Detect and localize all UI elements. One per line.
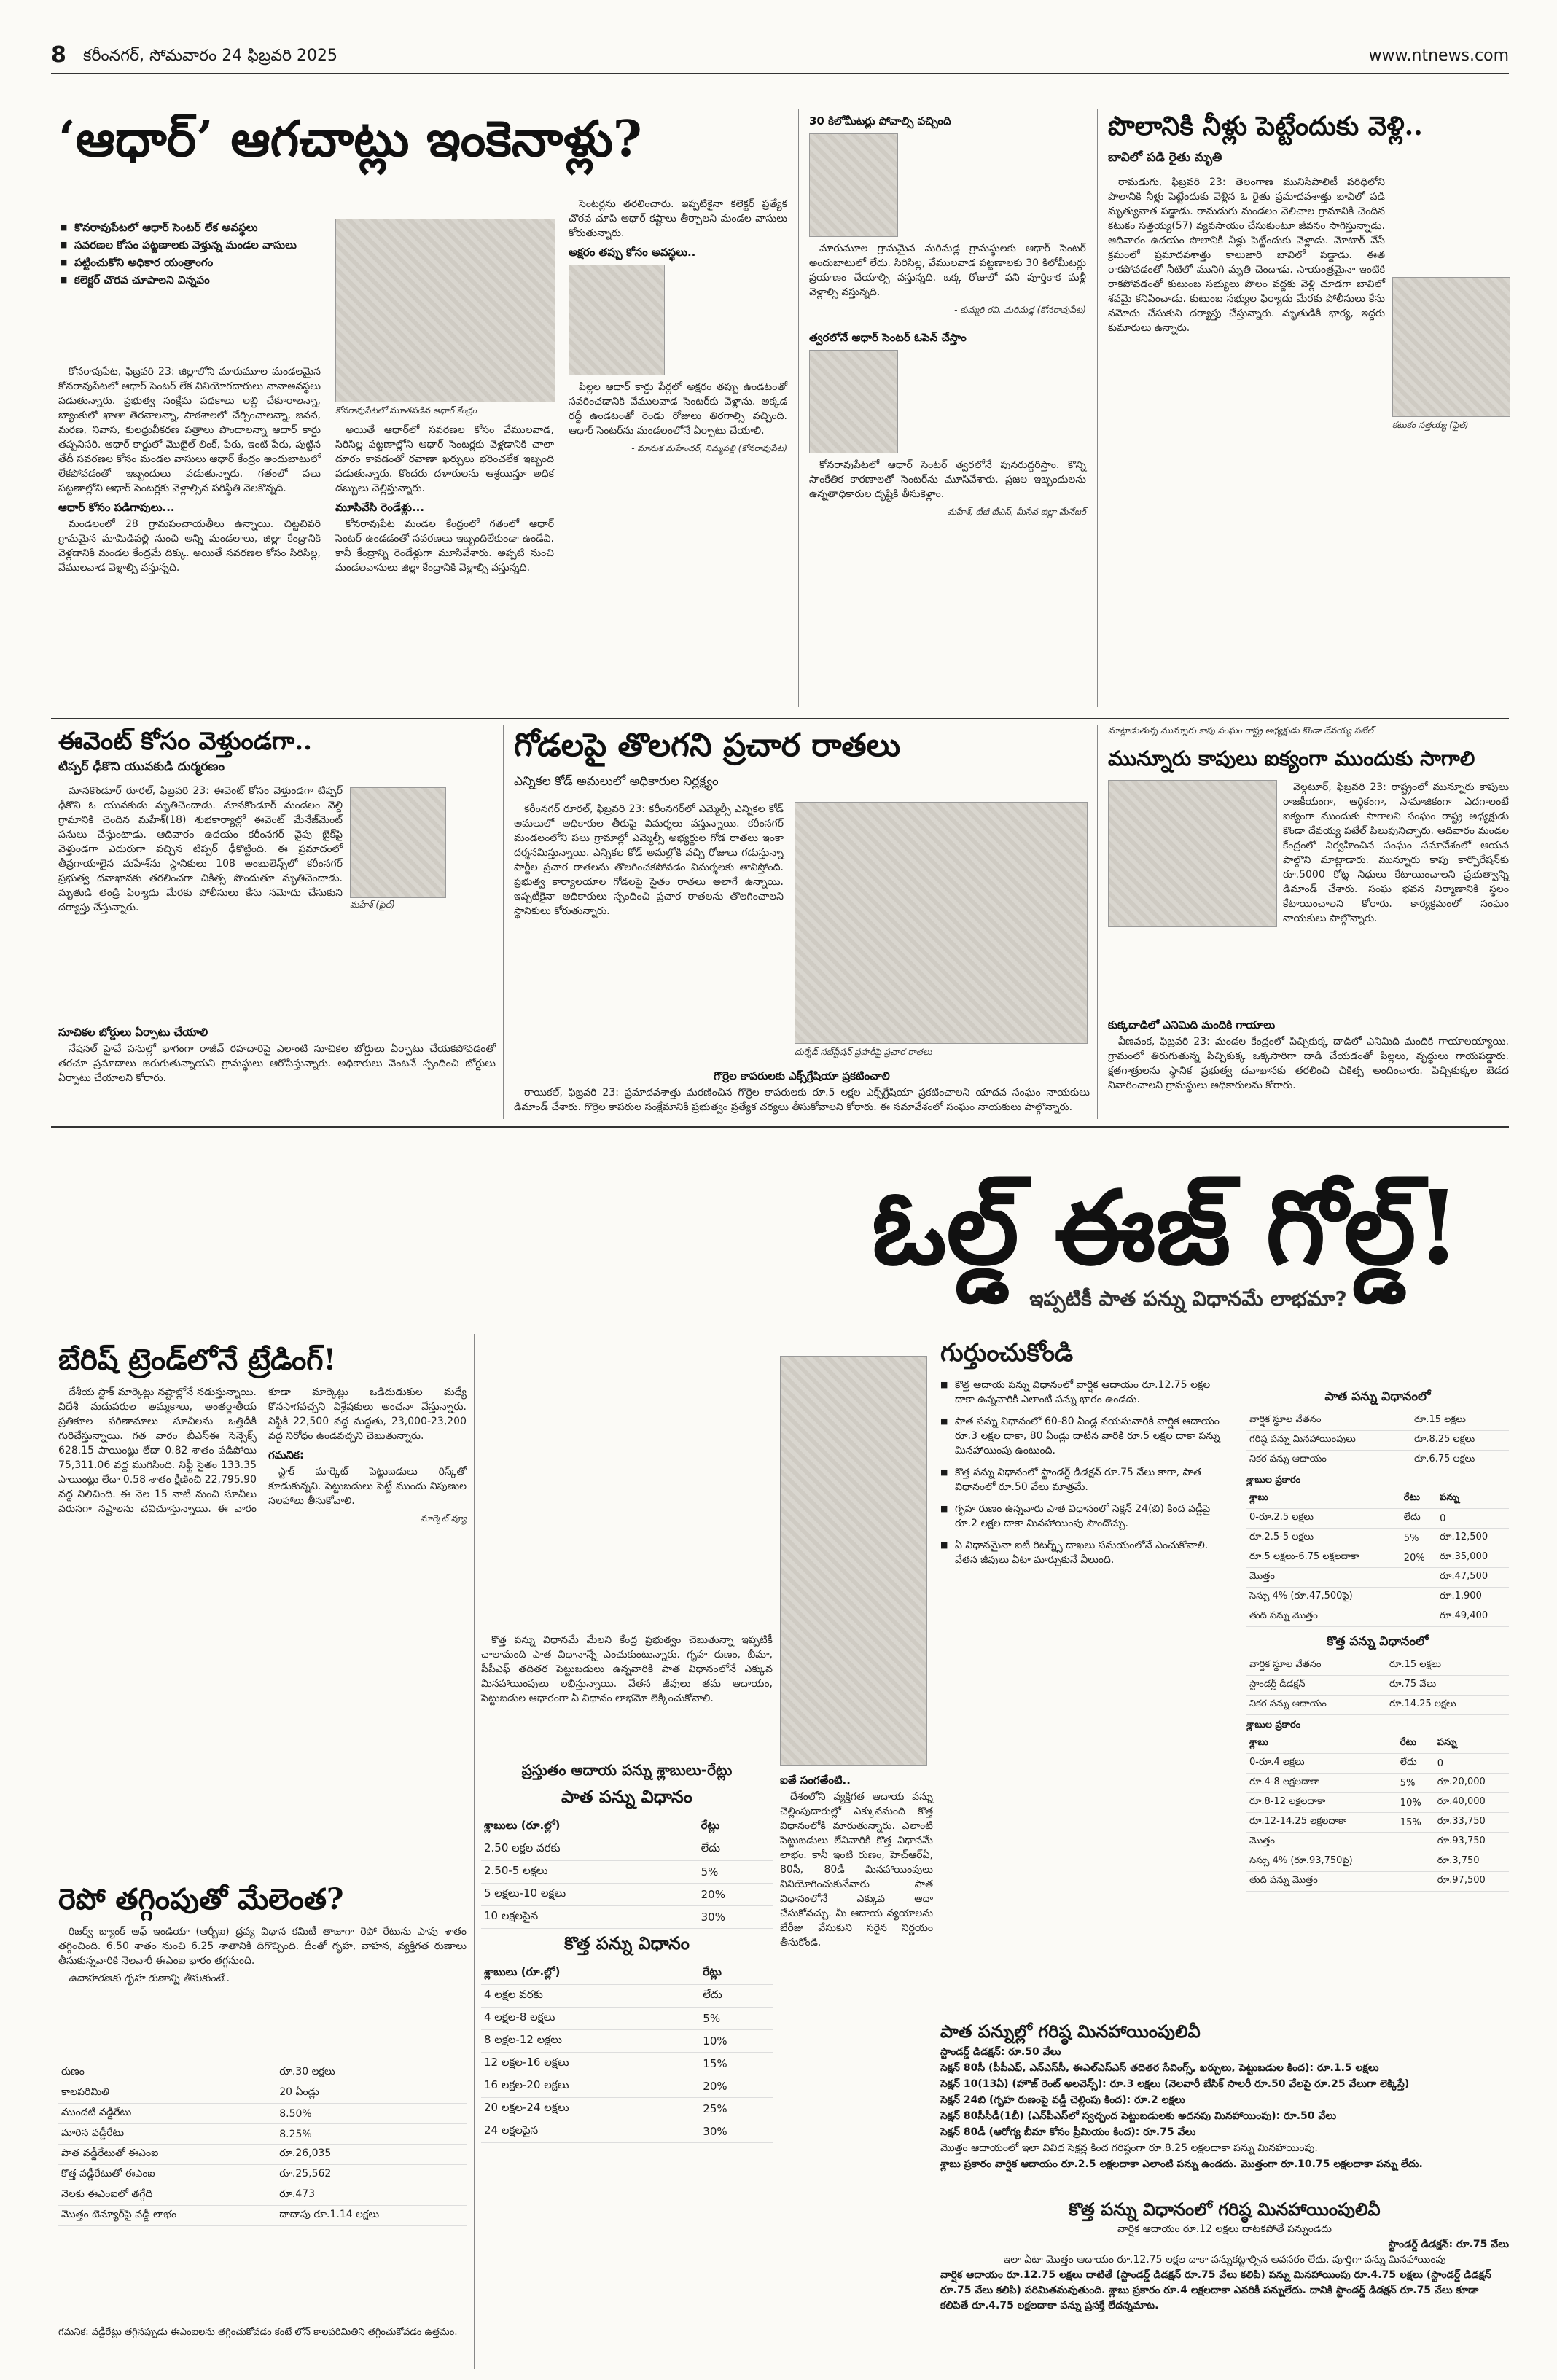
paragraph: నేషనల్ హైవే పనుల్లో భాగంగా రాజీవ్ రహదారిపై ఎలాంటి సూచికల బోర్డులు ఏర్పాటు చేయకపోవడంతో తరచూ ప్రమాదాలు జరుగుతున్నాయని గ్రామస్థులు ఆరోపిస్తున్నారు. అధికారులు వెంటనే స్పందించి బోర్డులు ఏర్పాటు చేయాలని కోరారు.	[58, 1043, 496, 1084]
munnuru-body	[1283, 780, 1509, 929]
cell: రూ.473	[276, 2185, 467, 2206]
table-row	[481, 1884, 773, 1906]
table-row	[481, 2075, 773, 2098]
photo-caption: కటుకం సత్తయ్య (ఫైల్)	[1392, 420, 1469, 430]
event-subhead: టిప్పర్ ఢీకొని యువకుడి దుర్మరణం	[58, 760, 225, 774]
cell: 20 లక్షల-24 లక్షలు	[481, 2098, 700, 2120]
cell: రూ.3,750	[1435, 1852, 1509, 1872]
godala-body	[514, 802, 784, 921]
paragraph: అయితే ఆధార్‌లో సవరణల కోసం వేములవాడ, సిరిసిల్ల పట్టణాల్లోని ఆధార్ సెంటర్లకు వెళ్లడానికి చాలా దూరం కావడంతో రవాణా ఖర్చులు భరించలేక ఇబ్బంది పడుతున్నారు. కొందరు దళారులను ఆశ్రయిస్తూ అధిక డబ్బులు చెల్లిస్తున్నారు.	[335, 424, 554, 494]
table-row	[1246, 1754, 1509, 1774]
table-row	[1246, 1568, 1509, 1588]
cell: దాదాపు రూ.1.14 లక్షలు	[276, 2206, 467, 2226]
cell: రూ.40,000	[1435, 1793, 1509, 1813]
table-row	[1246, 1656, 1509, 1676]
person-photo	[809, 133, 898, 237]
paragraph: పిల్లల ఆధార్ కార్డు పేర్లలో అక్షరం తప్పు ఉండటంతో సవరించడానికి వేములవాడ సెంటర్‌కు వెళ్లాను. అక్కడ రద్దీ ఉండటంతో రెండు రోజులు తిరగాల్సి వచ్చింది. ఆధార్ సెంటర్‌ను మండలంలోనే ఏర్పాటు చేయాలి.	[569, 381, 787, 437]
munnuru-body-2	[1108, 1013, 1509, 1096]
cell: తుది పన్ను మొత్తం	[1246, 1872, 1397, 1892]
middle-col-2	[780, 1356, 933, 1953]
paragraph: కోనరావుపేట, ఫిబ్రవరి 23: జిల్లాలోని మారుమూల మండలమైన కోనరావుపేటలో ఆధార్ సెంటర్ లేక వినియోగదారులు నానాఅవస్థలు పడుతున్నారు. ప్రభుత్వ సంక్షేమ పథకాలు లబ్ధి చేకూరాలన్నా, బ్యాంకులో ఖాతా తెరవాలన్నా, పాఠశాలలో చేర్పించాలన్నా, జనన, మరణ, నివాస, కులధ్రువీకరణ పత్రాలు పొందాలన్నా ఆధార్ కార్డు తప్పనిసరి. ఆధార్ కార్డులో మొబైల్ లింక్, పేరు, ఇంటి పేరు, పుట్టిన తేదీ సవరణల కోసం మండల వాసులు ఆధార్ కేంద్రం అందుబాటులో లేకపోవడంతో ఇబ్బందులు పడుతున్నారు. గతంలో పలు పట్టణాల్లోని ఆధార్ సెంటర్లకు వెళ్లాల్సిన పరిస్థితి నెలకొన్నది.	[58, 366, 321, 494]
oldgold-subhead: ఇప్పటికీ పాత పన్ను విధానమే లాభమా?	[1029, 1287, 1347, 1311]
cell: 25%	[700, 2098, 773, 2120]
cell: రూ.26,035	[276, 2145, 467, 2165]
cell: రుణం	[58, 2063, 276, 2083]
cell: రూ.1,900	[1437, 1588, 1509, 1607]
cell: లేదు	[1401, 1509, 1437, 1529]
site-url[interactable]: www.ntnews.com	[1368, 47, 1509, 65]
subhead: ఆధార్ కోసం పడిగాపులు...	[58, 501, 175, 514]
subhead: గొర్రెల కాపరులకు ఎక్స్‌గ్రేషియా ప్రకటించాలి	[714, 1069, 890, 1082]
paragraph: స్టాక్ మార్కెట్ పెట్టుబడులు రిస్క్‌తో కూడుకున్నవి. పెట్టుబడులు పెట్టే ముందు నిపుణుల సలహాలు తీసుకోవాలి.	[268, 1466, 467, 1507]
reminder-item: ■ కొత్త పన్ను విధానంలో స్టాండర్డ్ డిడక్షన్ రూ.75 వేలు కాగా, పాత విధానంలో రూ.50 వేలు మాత్రమే.	[955, 1465, 1232, 1494]
old-example-info	[1246, 1411, 1509, 1470]
deduction-line: సెక్షన్ 24బి (గృహ రుణంపై వడ్డీ చెల్లింపు కింద): రూ.2 లక్షలు	[940, 2094, 1185, 2106]
cell: రేటు	[1397, 1734, 1435, 1754]
cell: శ్లాబు	[1246, 1489, 1401, 1509]
photo-caption: మహేశ్ (ఫైల్)	[350, 900, 395, 910]
aadhar-quotes	[809, 109, 1086, 519]
paragraph: రిజర్వ్ బ్యాంక్ ఆఫ్ ఇండియా (ఆర్బీఐ) ద్రవ్య విధాన కమిటీ తాజాగా రెపో రేటును పావు శాతం తగ్గించింది. 6.50 శాతం నుంచి 6.25 శాతానికి దిగొచ్చింది. దీంతో గృహ, వాహన, వ్యక్తిగత రుణాలు తీసుకున్నవారికి నెలవారీ ఈఎంఐ భారం తగ్గనుంది.	[58, 1926, 467, 1967]
cell: 5%	[698, 1861, 773, 1884]
deduction-line: శ్లాబు ప్రకారం వార్షిక ఆదాయం రూ.2.5 లక్షలదాకా ఎలాంటి పన్ను ఉండదు. మొత్తంగా రూ.10.75 లక్షలదాకా పన్ను లేదు.	[940, 2158, 1423, 2170]
slab-tables	[481, 1757, 773, 2143]
leader-photo	[1108, 780, 1277, 927]
person-photo	[809, 350, 898, 453]
paragraph: రాయికల్, ఫిబ్రవరి 23: ప్రమాదవశాత్తు మరణించిన గొర్రెల కాపరులకు రూ.5 లక్షల ఎక్స్‌గ్రేషియా ప్రకటించాలని యాదవ సంఘం నాయకులు డిమాండ్ చేశారు. గొర్రెల కాపరుల సంక్షేమానికి ప్రభుత్వం ప్రత్యేక చర్యలు తీసుకోవాలని కోరారు. ఈ సమావేశంలో సంఘం నాయకులు పాల్గొన్నారు.	[514, 1087, 1090, 1113]
table-row	[1246, 1872, 1509, 1892]
table-row	[1246, 1852, 1509, 1872]
byline: - మహేశ్, టీజీ టీఎస్, మీసేవ జిల్లా మేనేజర్	[941, 507, 1086, 517]
photo-caption: కోనరావుపేటలో మూతపడిన ఆధార్ కేంద్రం	[335, 405, 477, 415]
cell: రూ.4-8 లక్షలదాకా	[1246, 1774, 1397, 1793]
byline: మార్కెట్ వ్యూ	[420, 1513, 467, 1523]
table-row	[481, 1861, 773, 1884]
aadhar-bullets	[58, 219, 315, 289]
deduction-line: వార్షిక ఆదాయం రూ.12.75 లక్షలు దాటితే (స్టాండర్డ్ డిడక్షన్ రూ.75 వేలు కలిపి) పన్ను మినహాయింపు రూ.4.75 లక్షలు (స్టాండర్డ్ డిడక్షన్ రూ.75 వేలు కలిపి) పరిమితమవుతుంది. శ్లాబు ప్రకారం రూ.4 లక్షలదాకా ఎవరికీ పన్నులేదు. దానికి స్టాండర్డ్ డిడక్షన్ రూ.75 వేలు కూడా కలిపితే రూ.4.75 లక్షలదాకా పన్ను ప్రసక్తే లేదన్నమాట.	[940, 2269, 1491, 2311]
cell: మొత్తం	[1246, 1833, 1397, 1852]
cell: రూ.47,500	[1437, 1568, 1509, 1588]
cell: 5 లక్షలు-10 లక్షలు	[481, 1884, 698, 1906]
table-row	[481, 2053, 773, 2075]
cell: మారిన వడ్డీరేటు	[58, 2124, 276, 2145]
cell: స్టాండర్డ్ డిడక్షన్	[1246, 1676, 1386, 1696]
quote-title: 30 కిలోమీటర్లు పోవాల్సి వచ్చింది	[809, 114, 951, 128]
table-row	[1246, 1411, 1509, 1431]
paragraph: రామడుగు, ఫిబ్రవరి 23: తెలంగాణ మునిసిపాలిటీ పరిధిలోని పొలానికి నీళ్లు పెట్టేందుకు వెళ్లిన ఓ రైతు ప్రమాదవశాత్తు బావిలో పడి మృత్యువాత పడ్డాడు. రామడుగు మండలం వెలిచాల గ్రామానికి చెందిన కటుకం సత్తయ్య(57) వ్యవసాయం చేసుకుంటూ జీవనం సాగిస్తున్నాడు. ఆదివారం ఉదయం పొలానికి నీళ్లు పెట్టేందుకు వెళ్లాడు. మోటార్ వేసే క్రమంలో ప్రమాదవశాత్తు కాలుజారి బావిలో పడ్డాడు. ఈత రాకపోవడంతో నీటిలో మునిగి మృతి చెందాడు. సాయంత్రమైనా ఇంటికి రాకపోవడంతో కుటుంబ సభ్యులు పొలం వద్దకు వెళ్లి చూడగా బావిలో శవమై కనిపించాడు. కుటుంబ సభ్యుల ఫిర్యాదు మేరకు పోలీసులు కేసు నమోదు చేసుకుని దర్యాప్తు చేస్తున్నారు. మృతుడికి భార్య, ఇద్దరు కుమారులు ఉన్నారు.	[1108, 176, 1385, 334]
godala-subhead: ఎన్నికల కోడ్ అమలులో అధికారుల నిర్లక్ష్యం	[514, 774, 719, 789]
example-tables	[1246, 1385, 1509, 1892]
table-row	[481, 2098, 773, 2120]
cell: 5%	[1401, 1529, 1437, 1548]
repo-headline: రెపో తగ్గింపుతో మేలెంత?	[58, 1882, 344, 1916]
cell: రూ.97,500	[1435, 1872, 1509, 1892]
cell: శ్లాబు	[1246, 1734, 1397, 1754]
reminder-item: ■ పాత పన్ను విధానంలో 60-80 ఏండ్ల వయసువారికి వార్షిక ఆదాయం రూ.3 లక్షల దాకా, 80 ఏండ్లు దాటిన వారికి రూ.5 లక్షల దాకా పన్ను మినహాయింపు ఉంటుంది.	[955, 1414, 1232, 1458]
old-regime-title: పాత పన్ను విధానం	[561, 1787, 692, 1807]
table-row	[58, 2206, 467, 2226]
cell: రూ.33,750	[1435, 1813, 1509, 1833]
event-body-2	[58, 1021, 496, 1088]
table-row	[481, 1906, 773, 1929]
aadhar-headline: ‘ఆధార్’ ఆగచాట్లు ఇంకెనాళ్లు?	[58, 110, 642, 168]
table-row	[481, 1838, 773, 1861]
cell	[1401, 1568, 1437, 1588]
table-row	[58, 2165, 467, 2185]
example-note: ఉదాహరణకు గృహ రుణాన్ని తీసుకుంటే..	[69, 1973, 230, 1984]
new-example-info	[1246, 1656, 1509, 1715]
cell	[1397, 1833, 1435, 1852]
cell: 8 లక్షల-12 లక్షలు	[481, 2030, 700, 2053]
cell: 30%	[700, 2120, 773, 2143]
palam-headline: పొలానికి నీళ్లు పెట్టేందుకు వెళ్లి..	[1108, 111, 1423, 141]
repo-table	[58, 2063, 467, 2226]
new-regime-title: కొత్త పన్ను విధానం	[564, 1933, 690, 1954]
new-example-slabs	[1246, 1734, 1509, 1892]
deduction-line: సెక్షన్ 80సీసీడీ(1బీ) (ఎన్‌పీఎస్‌లో స్వచ్ఛంద పెట్టుబడులకు అదనపు మినహాయింపు): రూ.50 వేలు	[940, 2110, 1337, 2122]
cell: రూ.14.25 లక్షలు	[1386, 1696, 1509, 1715]
table-row	[58, 2063, 467, 2083]
max-new-title: కొత్త పన్ను విధానంలో గరిష్ఠ మినహాయింపులివీ	[1069, 2199, 1381, 2220]
table-row	[1246, 1529, 1509, 1548]
cell: 15%	[1397, 1813, 1435, 1833]
paragraph: మండలంలో 28 గ్రామపంచాయతీలు ఉన్నాయి. చిట్టచివరి గ్రామమైన మామిడిపల్లి నుంచి అన్ని మండలాలు, జిల్లా కేంద్రానికి వెళ్లడానికి మండల కేంద్రమే దిక్కు. అయితే సవరణల కోసం సిరిసిల్ల, వేములవాడ వెళ్లాల్సి వస్తున్నది.	[58, 518, 321, 574]
cell: 0	[1437, 1509, 1509, 1529]
subhead: అక్షరం తప్పు కోసం అవస్థలు..	[569, 246, 696, 259]
reminder-item: ■ కొత్త ఆదాయ పన్ను విధానంలో వార్షిక ఆదాయం రూ.12.75 లక్షల దాకా ఉన్నవారికి ఎలాంటి పన్ను భారం ఉండదు.	[955, 1378, 1232, 1407]
table-row	[1246, 1793, 1509, 1813]
cell: పన్ను	[1435, 1734, 1509, 1754]
cell	[1401, 1607, 1437, 1627]
deduction-line: స్టాండర్డ్ డిడక్షన్: రూ.50 వేలు	[940, 2046, 1061, 2058]
repo-footnote: గమనిక: వడ్డీరేట్లు తగ్గినప్పుడు ఈఎంఐలను తగ్గించుకోవడం కంటే లోన్ కాలపరిమితిని తగ్గించుకోవడం ఉత్తమం.	[58, 2327, 458, 2338]
cell: వార్షిక స్థూల వేతనం	[1246, 1411, 1411, 1431]
cell: లేదు	[700, 1985, 773, 2008]
cell: 2.50-5 లక్షలు	[481, 1861, 698, 1884]
slab-title: శ్లాబుల ప్రకారం	[1246, 1475, 1301, 1486]
cell: కొత్త వడ్డీరేటుతో ఈఎంఐ	[58, 2165, 276, 2185]
aadhar-center-photo	[335, 219, 555, 402]
cell: నెలకు ఈఎంఐలో తగ్గేది	[58, 2185, 276, 2206]
cell: కాలపరిమితి	[58, 2083, 276, 2104]
cell: 20 ఏండ్లు	[276, 2083, 467, 2104]
cell: 2.50 లక్షల వరకు	[481, 1838, 698, 1861]
cell: రూ.15 లక్షలు	[1411, 1411, 1509, 1431]
table-row	[1246, 1676, 1509, 1696]
cell: రేట్లు	[698, 1816, 773, 1838]
byline: - కుమ్మరి రవి, మరిమడ్ల (కోనరావుపేట)	[954, 305, 1086, 315]
subhead: సూచికల బోర్డులు ఏర్పాటు చేయాలి	[58, 1026, 208, 1039]
cell: 20%	[698, 1884, 773, 1906]
cell: 5%	[700, 2008, 773, 2030]
bullet-item: ■ పట్టించుకోని అధికార యంత్రాంగం	[74, 254, 315, 271]
cell: 20%	[1401, 1548, 1437, 1568]
oldgold-headline: ఓల్డ్ ఈజ్ గోల్డ్!	[872, 1168, 1461, 1288]
cell: రేటు	[1401, 1489, 1437, 1509]
table-row	[1246, 1774, 1509, 1793]
cell: 24 లక్షలపైన	[481, 2120, 700, 2143]
max-old-box	[940, 2019, 1509, 2172]
bullet-item: ■ కలెక్టర్ చొరవ చూపాలని విన్నపం	[74, 271, 315, 289]
subhead: ఐతే సంగతేంటి..	[780, 1774, 851, 1787]
cell: తుది పన్ను మొత్తం	[1246, 1607, 1401, 1627]
table-row	[1246, 1509, 1509, 1529]
aadhar-col2	[335, 423, 554, 578]
cell: రూ.12,500	[1437, 1529, 1509, 1548]
cell: సెస్సు 4% (రూ.93,750పై)	[1246, 1852, 1397, 1872]
cell: రూ.8-12 లక్షలదాకా	[1246, 1793, 1397, 1813]
godala-body-2	[514, 1064, 1090, 1117]
middle-intro	[481, 1633, 773, 1709]
cell: పాత వడ్డీరేటుతో ఈఎంఐ	[58, 2145, 276, 2165]
cell: రూ.30 లక్షలు	[276, 2063, 467, 2083]
paragraph: దేశీయ స్టాక్ మార్కెట్లు నష్టాల్లోనే నడుస్తున్నాయి. విదేశీ మదుపరుల అమ్మకాలు, అంతర్జాతీయ ప్రతికూల పరిణామాలు సూచీలను ఒత్తిడికి గురిచేస్తున్నాయి. గత వారం బీఎస్‌ఈ సెన్సెక్స్ 628.15 పాయింట్లు లేదా 0.82 శాతం పడిపోయి 75,311.06 వద్ద ముగిసింది. నిఫ్టీ సైతం 133.35 పాయింట్లు లేదా 0.58 శాతం క్షీణించి 22,795.90 వద్ద నిలిచింది. ఈ నెల 15 నాటి నుంచి సూచీలు వరుసగా నష్టాలను చవిచూస్తున్నాయి. ఈ వారం కూడా మార్కెట్లు ఒడిదుడుకుల మధ్యే కొనసాగవచ్చని విశ్లేషకులు అంచనా వేస్తున్నారు. నిఫ్టీకి 22,500 వద్ద మద్దతు, 23,000-23,200 వద్ద నిరోధం ఉండవచ్చని చెబుతున్నారు.	[58, 1386, 467, 1515]
paragraph: సెంటర్లను తరలించారు. ఇప్పటికైనా కలెక్టర్ ప్రత్యేక చొరవ చూపి ఆధార్ కష్టాలు తీర్చాలని మండల వాసులు కోరుతున్నారు.	[569, 198, 787, 239]
illustration-photo	[780, 1356, 927, 1766]
new-regime-table	[481, 1962, 773, 2143]
cell	[1397, 1852, 1435, 1872]
aadhar-col3	[569, 197, 787, 456]
table-row	[1246, 1696, 1509, 1715]
cell: రూ.5 లక్షలు-6.75 లక్షలదాకా	[1246, 1548, 1401, 1568]
cell: 30%	[698, 1906, 773, 1929]
victim-photo	[350, 787, 446, 898]
reminder-item: ■ ఏ విధానమైనా ఐటీ రిటర్న్స్ దాఖలు సమయంలోనే ఎంచుకోవాలి. వేతన జీవులు ఏటా మార్చుకునే వీలుంది.	[955, 1538, 1232, 1567]
cell: రూ.12-14.25 లక్షలదాకా	[1246, 1813, 1397, 1833]
cell: వార్షిక స్థూల వేతనం	[1246, 1656, 1386, 1676]
cell	[1397, 1872, 1435, 1892]
table-row	[481, 1985, 773, 2008]
table-row	[1246, 1833, 1509, 1852]
cell: రూ.8.25 లక్షలు	[1411, 1431, 1509, 1451]
cell: రూ.35,000	[1437, 1548, 1509, 1568]
table-row	[481, 2008, 773, 2030]
table-row	[481, 2030, 773, 2053]
aadhar-col1	[58, 364, 321, 578]
table-row	[1246, 1607, 1509, 1627]
table-row	[1246, 1548, 1509, 1568]
table-row	[58, 2104, 467, 2124]
cell: 12 లక్షల-16 లక్షలు	[481, 2053, 700, 2075]
godala-headline: గోడలపై తొలగని ప్రచార రాతలు	[514, 727, 901, 764]
bearish-headline: బేరిష్ ట్రెండ్‌లోనే ట్రేడింగ్!	[58, 1343, 337, 1377]
cell: 5%	[1397, 1774, 1435, 1793]
cell: సెస్సు 4% (రూ.47,500పై)	[1246, 1588, 1401, 1607]
table-row	[58, 2124, 467, 2145]
bullet-item: ■ సవరణల కోసం పట్టణాలకు వెళ్తున్న మండల వాసులు	[74, 236, 315, 254]
table-row	[58, 2145, 467, 2165]
cell: పన్ను	[1437, 1489, 1509, 1509]
palam-body	[1108, 175, 1385, 338]
max-new-box	[940, 2198, 1509, 2314]
cell: మొత్తం టెన్యూర్‌పై వడ్డీ లాభం	[58, 2206, 276, 2226]
palam-subhead: బావిలో పడి రైతు మృతి	[1108, 150, 1222, 165]
cell: 0-రూ.2.5 లక్షలు	[1246, 1509, 1401, 1529]
max-old-title: పాత పన్నుల్లో గరిష్ఠ మినహాయింపులివీ	[940, 2021, 1201, 2042]
place-date: కరీంనగర్, సోమవారం 24 ఫిబ్రవరి 2025	[83, 47, 338, 65]
table-row	[58, 2185, 467, 2206]
cell: 15%	[700, 2053, 773, 2075]
cell: నికర పన్ను ఆదాయం	[1246, 1696, 1386, 1715]
table-header	[481, 1816, 773, 1838]
new-example-title: కొత్త పన్ను విధానంలో	[1327, 1634, 1429, 1649]
reminder-item: ■ గృహ రుణం ఉన్నవారు పాత విధానంలో సెక్షన్ 24(బి) కింద వడ్డీపై రూ.2 లక్షల దాకా మినహాయింపు పొందొచ్చు.	[955, 1502, 1232, 1531]
munnuru-headline: మున్నూరు కాపులు ఐక్యంగా ముందుకు సాగాలి	[1108, 746, 1475, 770]
table-header	[1246, 1734, 1509, 1754]
cell: 10 లక్షలపైన	[481, 1906, 698, 1929]
paragraph: మానకొండూర్ రూరల్, ఫిబ్రవరి 23: ఈవెంట్ కోసం వెళ్తుండగా టిప్పర్ ఢీకొని ఓ యువకుడు మృతిచెందాడు. మానకొండూర్ మండలం వెల్ది గ్రామానికి చెందిన మహేశ్(18) శుభకార్యాల్లో ఈవెంట్ మేనేజ్‌మెంట్ పనులు చేస్తుంటాడు. ఆదివారం ఉదయం కరీంనగర్ వైపు బైక్‌పై వెళ్తుండగా ఎదురుగా వచ్చిన టిప్పర్ ఢీకొట్టింది. ఈ ప్రమాదంలో తీవ్రగాయాలైన మహేశ్‌ను స్థానికులు 108 అంబులెన్స్‌లో కరీంనగర్ ప్రభుత్వ దవాఖానకు తరలించగా చికిత్స పొందుతూ మృతిచెందాడు. మృతుడి తండ్రి ఫిర్యాదు మేరకు పోలీసులు కేసు నమోదు చేసుకుని దర్యాప్తు చేస్తున్నారు.	[58, 785, 343, 913]
old-example-title: పాత పన్ను విధానంలో	[1324, 1389, 1431, 1404]
bullet-item: ■ కొనరావుపేటలో ఆధార్ సెంటర్ లేక అవస్థలు	[74, 219, 315, 236]
cell: రూ.2.5-5 లక్షలు	[1246, 1529, 1401, 1548]
table-header	[481, 1962, 773, 1985]
table-row	[1246, 1588, 1509, 1607]
cell: 0	[1435, 1754, 1509, 1774]
cell: లేదు	[1397, 1754, 1435, 1774]
paragraph: కరీంనగర్ రూరల్, ఫిబ్రవరి 23: కరీంనగర్‌లో ఎమ్మెల్సీ ఎన్నికల కోడ్ అమలులో అధికారుల తీరుపై విమర్శలు వస్తున్నాయి. కరీంనగర్ మండలంలోని పలు గ్రామాల్లో ఎమ్మెల్సీ అభ్యర్థుల గోడ రాతలు ఇంకా దర్శనమిస్తున్నాయి. ఎన్నికల కోడ్ అమల్లోకి వచ్చి రోజులు గడుస్తున్నా పార్టీల ప్రచార రాతలను తొలగించకపోవడం విమర్శలకు తావిస్తోంది. ప్రభుత్వ కార్యాలయాల గోడలపై సైతం రాతలు అలాగే ఉన్నాయి. ఇప్పటికైనా అధికారులు స్పందించి ప్రచార రాతలను తొలగించాలని స్థానికులు కోరుతున్నారు.	[514, 803, 784, 917]
cell: రూ.49,400	[1437, 1607, 1509, 1627]
wall-writing-photo	[795, 802, 1088, 1044]
deduction-line: స్టాండర్డ్ డిడక్షన్: రూ.75 వేలు	[1388, 2239, 1509, 2250]
event-body	[58, 784, 343, 918]
farmer-photo	[1392, 277, 1510, 417]
cell: రూ.15 లక్షలు	[1386, 1656, 1509, 1676]
paragraph: మారుమూల గ్రామమైన మరిమడ్ల గ్రామస్థులకు ఆధార్ సెంటర్ అందుబాటులో లేదు. సిరిసిల్ల, వేములవాడ పట్టణాలకు 30 కిలోమీటర్లు ప్రయాణం చేయాల్సి వస్తున్నది. ఒక్క రోజులో పని పూర్తికాక మళ్లీ వెళ్లాల్సి వస్తున్నది.	[809, 243, 1086, 298]
repo-body	[58, 1924, 467, 1989]
byline: - మానుక మహేందర్, నిమ్మపల్లి (కోనరావుపేట)	[631, 443, 787, 453]
cell: రూ.25,562	[276, 2165, 467, 2185]
slab-title: శ్లాబుల ప్రకారం	[1246, 1720, 1301, 1731]
cell: 4 లక్షల-8 లక్షలు	[481, 2008, 700, 2030]
cell: మొత్తం	[1246, 1568, 1401, 1588]
deduction-line: మొత్తం ఆదాయంలో ఇలా వివిధ సెక్షన్ల కింద గరిష్ఠంగా రూ.8.25 లక్షలదాకా పన్ను మినహాయింపు.	[940, 2142, 1318, 2154]
bearish-body	[58, 1385, 467, 1526]
person-photo	[569, 265, 665, 375]
event-headline: ఈవెంట్ కోసం వెళ్తుండగా..	[58, 727, 312, 756]
cell: 8.50%	[276, 2104, 467, 2124]
page-number: 8	[51, 42, 66, 68]
subhead: మూసివేసి రెండేళ్లు...	[335, 501, 425, 514]
cell: రూ.75 వేలు	[1386, 1676, 1509, 1696]
cell: రూ.20,000	[1435, 1774, 1509, 1793]
cell: ముందటి వడ్డీరేటు	[58, 2104, 276, 2124]
cell: 4 లక్షల వరకు	[481, 1985, 700, 2008]
cell: 10%	[1397, 1793, 1435, 1813]
old-regime-table	[481, 1816, 773, 1929]
cell: శ్లాబులు (రూ.ల్లో)	[481, 1816, 698, 1838]
munnuru-kicker: మాట్లాడుతున్న మున్నూరు కాపు సంఘం రాష్ట్ర అధ్యక్షుడు కొండా దేవయ్య పటేల్	[1108, 725, 1374, 736]
cell: నికర పన్ను ఆదాయం	[1246, 1451, 1411, 1470]
cell: రూ.93,750	[1435, 1833, 1509, 1852]
masthead	[51, 42, 1509, 71]
cell: గరిష్ఠ పన్ను మినహాయింపులు	[1246, 1431, 1411, 1451]
paragraph: కొత్త పన్ను విధానమే మేలని కేంద్ర ప్రభుత్వం చెబుతున్నా ఇప్పటికీ చాలామంది పాత విధానాన్నే ఎంచుకుంటున్నారు. గృహ రుణం, బీమా, పీపీఎఫ్ తదితర పెట్టుబడులు ఉన్నవారికి పాత విధానంలోనే ఎక్కువ మినహాయింపులు లభిస్తున్నాయి. వేతన జీవులు తమ ఆదాయం, పెట్టుబడుల ఆధారంగా ఏ విధానం లాభమో లెక్కించుకోవాలి.	[481, 1634, 773, 1704]
cell: శ్లాబులు (రూ.ల్లో)	[481, 1962, 700, 1985]
paragraph: కోనరావుపేటలో ఆధార్ సెంటర్ త్వరలోనే పునరుద్ధరిస్తాం. కొన్ని సాంకేతిక కారణాలతో సెంటర్‌ను మూసివేశారు. ప్రజల ఇబ్బందులను ఉన్నతాధికారుల దృష్టికి తీసుకెళ్లాం.	[809, 459, 1086, 500]
deduction-line: వార్షిక ఆదాయం రూ.12 లక్షలు దాటకపోతే పన్నుండదు	[1117, 2223, 1332, 2235]
table-row	[481, 2120, 773, 2143]
old-example-slabs	[1246, 1489, 1509, 1627]
deduction-line: ఇలా ఏటా మొత్తం ఆదాయం రూ.12.75 లక్షల దాకా పన్నుకట్టాల్సిన అవసరం లేదు. పూర్తిగా పన్ను మినహాయింపు	[1003, 2254, 1446, 2266]
cell: 16 లక్షల-20 లక్షలు	[481, 2075, 700, 2098]
reminders-box	[940, 1334, 1232, 1808]
cell: 8.25%	[276, 2124, 467, 2145]
deduction-line: సెక్షన్ 10(13ఏ) (హౌజ్ రెంట్ అలవెన్స్): రూ.3 లక్షలు (నెలవారీ బేసిక్ సాలరీ రూ.50 వేలపై రూ.25 వేలుగా లెక్కిస్తే)	[940, 2078, 1410, 2090]
cell: రూ.6.75 లక్షలు	[1411, 1451, 1509, 1470]
deduction-line: సెక్షన్ 80సీ (పీపీఎఫ్, ఎన్‌ఎస్‌సీ, ఈఎల్‌ఎస్‌ఎస్ తదితర సేవింగ్స్, ఖర్చులు, పెట్టుబడుల కింద): రూ.1.5 లక్షలు	[940, 2062, 1379, 2074]
subhead: గమనిక:	[268, 1448, 304, 1462]
cell: 20%	[700, 2075, 773, 2098]
table-row	[1246, 1431, 1509, 1451]
cell: 0-రూ.4 లక్షలు	[1246, 1754, 1397, 1774]
paragraph: వీణవంక, ఫిబ్రవరి 23: మండల కేంద్రంలో పిచ్చికుక్క దాడిలో ఎనిమిది మందికి గాయాలయ్యాయి. గ్రామంలో తిరుగుతున్న పిచ్చికుక్క ఒక్కసారిగా దాడి చేయడంతో పిల్లలు, వృద్ధులు గాయపడ్డారు. క్షతగాత్రులను స్థానిక ప్రభుత్వ దవాఖానకు తరలించి చికిత్స అందించారు. పిచ్చికుక్కల బెడద నివారించాలని గ్రామస్థులు అధికారులను కోరారు.	[1108, 1036, 1509, 1091]
table-row	[1246, 1813, 1509, 1833]
cell: రేట్లు	[700, 1962, 773, 1985]
table-header	[1246, 1489, 1509, 1509]
deduction-line: సెక్షన్ 80డీ (ఆరోగ్య బీమా కోసం ప్రీమియం కింద): రూ.75 వేలు	[940, 2126, 1196, 2138]
photo-caption: దుర్శేడ్ సబ్‌స్టేషన్ ప్రహరీపై ప్రచార రాతలు	[795, 1047, 932, 1057]
cell: లేదు	[698, 1838, 773, 1861]
subhead: కుక్కదాడిలో ఎనిమిది మందికి గాయాలు	[1108, 1018, 1276, 1031]
paragraph: దేశంలోని వ్యక్తిగత ఆదాయ పన్ను చెల్లింపుదారుల్లో ఎక్కువమంది కొత్త విధానంలోకి మారుతున్నారు. ఎలాంటి పెట్టుబడులు లేనివారికి కొత్త విధానమే లాభం. కానీ ఇంటి రుణం, హెచ్‌ఆర్‌ఏ, 80సీ, 80డీ మినహాయింపులు వినియోగించుకునేవారు పాత విధానంలోనే ఎక్కువ ఆదా చేసుకోవచ్చు. మీ ఆదాయ వ్యయాలను బేరీజు వేసుకుని సరైన నిర్ణయం తీసుకోండి.	[780, 1791, 933, 1948]
table-row	[58, 2083, 467, 2104]
reminders-title: గుర్తుంచుకోండి	[940, 1338, 1074, 1367]
paragraph: వెల్గటూర్, ఫిబ్రవరి 23: రాష్ట్రంలో మున్నూరు కాపులు రాజకీయంగా, ఆర్థికంగా, సామాజికంగా ఎదగాలంటే ఐక్యంగా ముందుకు సాగాలని సంఘం రాష్ట్ర అధ్యక్షుడు కొండా దేవయ్య పటేల్ పిలుపునిచ్చారు. ఆదివారం మండల కేంద్రంలో నిర్వహించిన సంఘం సమావేశంలో ఆయన పాల్గొని మాట్లాడారు. మున్నూరు కాపు కార్పొరేషన్‌కు రూ.5000 కోట్ల నిధులు కేటాయించాలని ప్రభుత్వాన్ని డిమాండ్ చేశారు. సంఘ భవన నిర్మాణానికి స్థలం కేటాయించాలని కోరారు. కార్యక్రమంలో సంఘం నాయకులు పాల్గొన్నారు.	[1283, 781, 1509, 924]
paragraph: కోనరావుపేట మండల కేంద్రంలో గతంలో ఆధార్ సెంటర్ ఉండడంతో సవరణలు ఇబ్బందిలేకుండా ఉండేవి. కానీ కేంద్రాన్ని రెండేళ్లుగా మూసివేశారు. అప్పటి నుంచి మండలవాసులు జిల్లా కేంద్రానికి వెళ్లాల్సి వస్తున్నది.	[335, 518, 554, 574]
cell	[1401, 1588, 1437, 1607]
cell: 10%	[700, 2030, 773, 2053]
tables-title: ప్రస్తుతం ఆదాయ పన్ను శ్లాబులు-రేట్లు	[521, 1761, 733, 1779]
quote-title: త్వరలోనే ఆధార్ సెంటర్ ఓపెన్ చేస్తాం	[809, 331, 967, 344]
table-row	[1246, 1451, 1509, 1470]
